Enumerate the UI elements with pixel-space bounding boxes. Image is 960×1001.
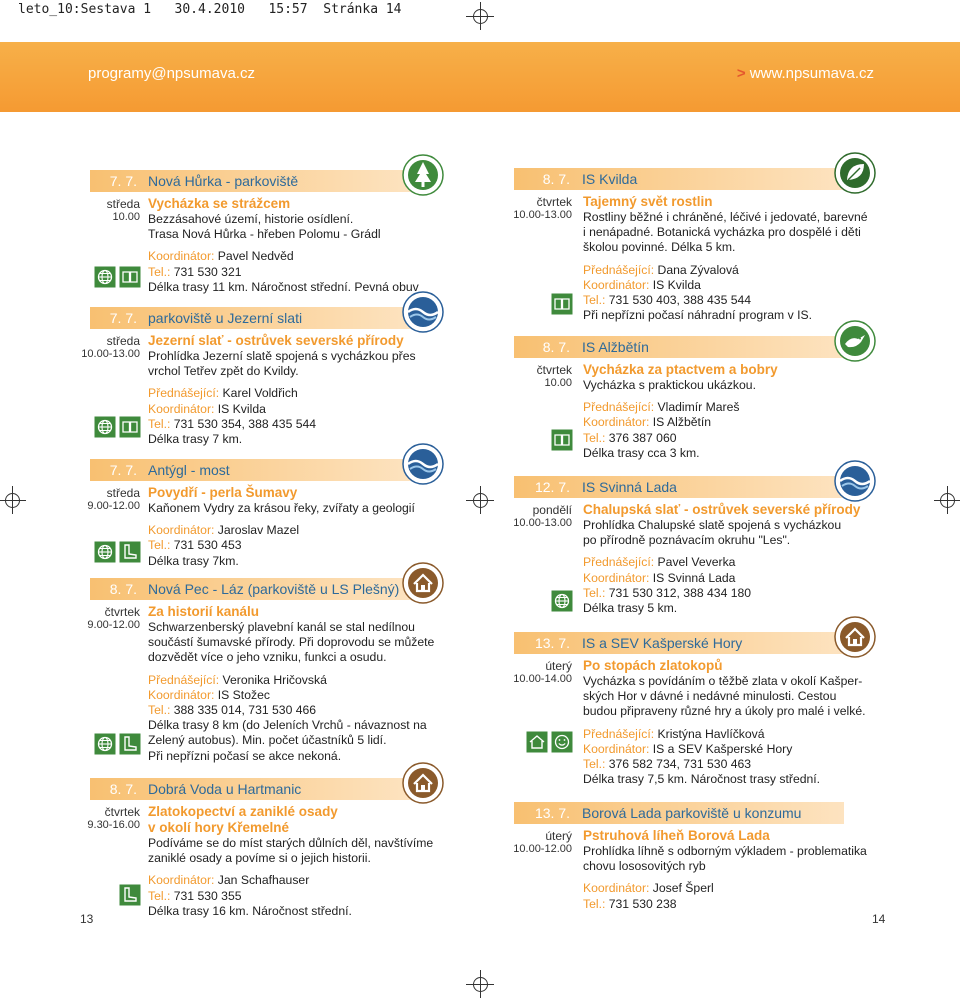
event-description: Vycházka s praktickou ukázkou. xyxy=(583,378,756,392)
event-icons xyxy=(119,884,141,906)
event-title: Tajemný svět rostlin xyxy=(583,194,713,209)
event-time: 9.00-12.00 xyxy=(87,500,140,512)
contact-value: Jan Schafhauser xyxy=(217,873,310,888)
event-day: úterý xyxy=(545,659,572,673)
event-description: chovu lososovitých ryb xyxy=(583,859,706,874)
event-day: čtvrtek xyxy=(104,805,140,819)
boot-icon xyxy=(119,541,141,563)
event-header-bar xyxy=(514,476,844,498)
event-place: IS a SEV Kašperské Hory xyxy=(582,635,743,651)
event-body xyxy=(583,194,868,323)
phone-value: 388 335 014, 731 530 466 xyxy=(170,703,317,718)
contact-value: Kristýna Havlíčková xyxy=(657,726,765,741)
phone-label: Tel.: xyxy=(148,888,171,903)
event-detail: Délka trasy 7km. xyxy=(148,553,239,568)
event-icons xyxy=(551,590,573,612)
event-time: 10.00 xyxy=(112,211,140,223)
website-link[interactable] xyxy=(737,65,874,82)
event-description: po přírodně poznávacím okruhu "Les". xyxy=(583,533,791,548)
event-header-bar xyxy=(514,802,844,824)
event-time: 10.00 xyxy=(544,377,572,389)
contact-label: Přednášející: xyxy=(583,262,658,277)
event-description: Schwarzenberský plavební kanál se stal nedílnou xyxy=(148,620,415,634)
event-body xyxy=(148,804,433,919)
phone-label: Tel.: xyxy=(148,416,171,431)
phone-value: 731 530 355 xyxy=(170,888,242,903)
event-description: Prohlídka Chalupské slatě spojená s vycházkou xyxy=(583,518,842,532)
event-day-time xyxy=(502,504,572,530)
contact-label: Koordinátor: xyxy=(148,687,218,702)
contact-label: Přednášející: xyxy=(148,672,223,687)
print-slug: leto_10:Sestava 1 30.4.2010 15:57 Stránka 14 xyxy=(18,2,402,17)
event-day: čtvrtek xyxy=(104,605,140,619)
event-title: Jezerní slať - ostrůvek severské přírody xyxy=(148,333,404,348)
event-title: Za historií kanálu xyxy=(148,604,260,619)
event-contact xyxy=(583,263,868,278)
contact-value: IS Svinná Lada xyxy=(652,570,736,585)
contact-label: Koordinátor: xyxy=(583,881,653,896)
event-date: 13. 7. xyxy=(534,635,570,651)
registration-mark-right xyxy=(934,486,960,514)
phone-value: 376 387 060 xyxy=(605,430,677,445)
contact-value: Jaroslav Mazel xyxy=(217,523,300,538)
event-contact xyxy=(583,742,866,757)
event-contact xyxy=(583,727,866,742)
event-day-time xyxy=(60,487,140,513)
phone-label: Tel.: xyxy=(148,264,171,279)
house-badge-icon xyxy=(402,762,444,808)
event-description: ských Hor v dávné i nedávné minulosti. Cestou xyxy=(583,689,837,704)
house-badge-icon xyxy=(402,562,444,608)
house-icon xyxy=(526,731,548,753)
event-date: 8. 7. xyxy=(542,171,570,187)
event-detail: Zelený autobus). Min. počet účastníků 5 lidí. xyxy=(148,733,387,748)
event-place: Nová Pec - Láz (parkoviště u LS Plešný) xyxy=(148,581,400,597)
event-description: školou povinné. Délka 5 km. xyxy=(583,240,736,255)
event-icons xyxy=(94,416,141,438)
arrow-icon: > xyxy=(736,65,746,82)
book-icon xyxy=(119,266,141,288)
event-title: Povydří - perla Šumavy xyxy=(148,485,298,500)
globe-icon xyxy=(94,541,116,563)
tree-badge-icon xyxy=(402,154,444,200)
phone-label: Tel.: xyxy=(583,430,606,445)
phone-value: 731 530 453 xyxy=(170,538,242,553)
event-header-bar xyxy=(90,459,412,481)
event-icons xyxy=(551,429,573,451)
event-date: 8. 7. xyxy=(109,581,137,597)
event-description: Vycházka s povídáním o těžbě zlata v okolí Kašper- xyxy=(583,674,863,688)
event-description: Rostliny běžné i chráněné, léčivé i jedovaté, barevné xyxy=(583,210,868,224)
event-day: čtvrtek xyxy=(536,195,572,209)
event-contact xyxy=(148,249,419,264)
event-header-bar xyxy=(514,168,844,190)
bird-badge-icon xyxy=(834,320,876,366)
event-description: Prohlídka Jezerní slatě spojená s vycházkou přes xyxy=(148,349,416,363)
water-badge-icon xyxy=(834,460,876,506)
event-phone xyxy=(148,703,434,718)
page-number-left: 13 xyxy=(80,912,94,926)
event-header-bar xyxy=(90,170,412,192)
contact-label: Koordinátor: xyxy=(148,249,218,264)
phone-label: Tel.: xyxy=(148,703,171,718)
event-day-time xyxy=(60,806,140,832)
event-description: Podíváme se do míst starých důlních děl, navštívíme xyxy=(148,836,434,850)
water-badge-icon xyxy=(402,291,444,337)
globe-icon xyxy=(94,266,116,288)
website-text: www.npsumava.cz xyxy=(749,65,874,82)
phone-label: Tel.: xyxy=(583,896,606,911)
phone-label: Tel.: xyxy=(583,757,606,772)
event-day-time xyxy=(502,830,572,856)
spacer xyxy=(148,666,434,673)
contact-label: Přednášející: xyxy=(148,386,223,401)
event-contact xyxy=(583,400,778,415)
phone-value: 731 530 321 xyxy=(170,264,242,279)
event-phone xyxy=(148,889,433,904)
contact-value: Vladimír Mareš xyxy=(657,400,740,415)
event-description: součástí šumavské přírody. Při doprovodu se můžete xyxy=(148,635,435,650)
registration-mark-top-center xyxy=(466,2,494,30)
globe-icon xyxy=(551,590,573,612)
event-description: i nenápadné. Botanická vycházka pro dospělé i děti xyxy=(583,225,861,240)
contact-value: Pavel Veverka xyxy=(657,555,736,570)
contact-label: Přednášející: xyxy=(583,400,658,415)
event-body xyxy=(583,828,867,912)
contact-value: IS Kvilda xyxy=(652,277,701,292)
event-day-time xyxy=(60,198,140,224)
event-day: čtvrtek xyxy=(536,363,572,377)
event-detail: Délka trasy 5 km. xyxy=(583,601,678,616)
phone-value: 376 582 734, 731 530 463 xyxy=(605,757,752,772)
event-description: Kaňonem Vydry za krásou řeky, zvířaty a geologií xyxy=(148,501,415,515)
house-badge-icon xyxy=(834,616,876,662)
contact-label: Koordinátor: xyxy=(148,401,218,416)
contact-label: Koordinátor: xyxy=(583,277,653,292)
event-title: Vycházka za ptactvem a bobry xyxy=(583,362,778,377)
event-place: IS Alžbětín xyxy=(582,339,649,355)
event-description: zaniklé osady a povíme si o jejich historii. xyxy=(148,851,371,866)
event-body xyxy=(148,196,419,295)
spacer xyxy=(583,720,866,727)
event-date: 12. 7. xyxy=(534,479,570,495)
event-body xyxy=(583,658,866,787)
event-contact xyxy=(148,386,416,401)
event-time: 10.00-14.00 xyxy=(513,673,572,685)
event-phone xyxy=(148,417,416,432)
event-icons xyxy=(94,733,141,755)
event-description: vrchol Tetřev zpět do Kvildy. xyxy=(148,364,299,379)
event-time: 10.00-13.00 xyxy=(513,517,572,529)
event-place: IS Svinná Lada xyxy=(582,479,677,495)
phone-label: Tel.: xyxy=(583,585,606,600)
contact-value: IS Kvilda xyxy=(217,401,266,416)
phone-value: 731 530 238 xyxy=(605,896,677,911)
header-band xyxy=(0,42,960,112)
boot-icon xyxy=(119,733,141,755)
event-contact xyxy=(148,673,434,688)
event-description: Bezzásahové území, historie osídlení. xyxy=(148,212,354,226)
event-phone xyxy=(148,265,419,280)
event-phone xyxy=(583,586,860,601)
event-detail: Délka trasy 11 km. Náročnost střední. Pevná obuv xyxy=(148,279,419,294)
spacer xyxy=(148,242,419,249)
contact-value: IS a SEV Kašperské Hory xyxy=(652,741,793,756)
book-icon xyxy=(551,429,573,451)
globe-icon xyxy=(94,733,116,755)
event-day: pondělí xyxy=(532,503,572,517)
event-time: 9.30-16.00 xyxy=(87,819,140,831)
event-day-time xyxy=(60,606,140,632)
event-title: Pstruhová líheň Borová Lada xyxy=(583,828,770,843)
contact-value: Dana Zývalová xyxy=(657,262,739,277)
contact-value: Veronika Hričovská xyxy=(222,672,327,687)
event-body xyxy=(148,604,434,764)
book-icon xyxy=(119,416,141,438)
event-title: Po stopách zlatokopů xyxy=(583,658,723,673)
event-description: Prohlídka líhně s odborným výkladem - problematika xyxy=(583,844,867,858)
phone-value: 731 530 403, 388 435 544 xyxy=(605,293,752,308)
event-time: 10.00-13.00 xyxy=(513,209,572,221)
spacer xyxy=(583,548,860,555)
event-title: Chalupská slať - ostrůvek severské přírody xyxy=(583,502,861,517)
registration-mark-center xyxy=(466,486,494,514)
event-contact xyxy=(583,415,778,430)
event-phone xyxy=(583,757,866,772)
event-contact xyxy=(583,555,860,570)
spacer xyxy=(583,393,778,400)
event-title: Vycházka se strážcem xyxy=(148,196,291,211)
event-contact xyxy=(148,873,433,888)
event-contact xyxy=(148,523,415,538)
event-detail: Při nepřízni počasí náhradní program v IS. xyxy=(583,308,812,323)
event-icons xyxy=(94,541,141,563)
event-time: 10.00-12.00 xyxy=(513,843,572,855)
smiley-icon xyxy=(551,731,573,753)
event-description: budou připraveny různé hry a úkoly pro malé i velké. xyxy=(583,704,866,719)
event-detail: Délka trasy 8 km (do Jeleních Vrchů - návaznost na xyxy=(148,718,427,733)
event-icons xyxy=(526,731,573,753)
event-header-bar xyxy=(90,307,412,329)
event-header-bar xyxy=(90,778,412,800)
event-icons xyxy=(551,293,573,315)
phone-value: 731 530 354, 388 435 544 xyxy=(170,416,317,431)
registration-mark-bottom-center xyxy=(466,970,494,998)
event-detail: Délka trasy 7 km. xyxy=(148,432,243,447)
phone-label: Tel.: xyxy=(583,293,606,308)
event-day-time xyxy=(502,364,572,390)
event-detail: Délka trasy 7,5 km. Náročnost trasy střední. xyxy=(583,772,821,787)
event-icons xyxy=(94,266,141,288)
spacer xyxy=(583,256,868,263)
contact-label: Přednášející: xyxy=(583,726,658,741)
spacer xyxy=(148,379,416,386)
event-body xyxy=(583,502,860,616)
contact-value: Pavel Nedvěd xyxy=(217,249,294,264)
contact-label: Koordinátor: xyxy=(583,741,653,756)
event-title: v okolí hory Křemelné xyxy=(148,820,290,835)
contact-label: Koordinátor: xyxy=(148,523,218,538)
event-phone xyxy=(583,897,867,912)
contact-value: Josef Šperl xyxy=(652,881,714,896)
event-contact xyxy=(148,688,434,703)
leaf-badge-icon xyxy=(834,152,876,198)
event-body xyxy=(148,333,416,447)
event-body xyxy=(583,362,778,461)
event-place: Antýgl - most xyxy=(148,462,230,478)
event-phone xyxy=(583,431,778,446)
event-contact xyxy=(583,881,867,896)
event-day: úterý xyxy=(545,829,572,843)
spacer xyxy=(148,516,415,523)
event-time: 10.00-13.00 xyxy=(81,348,140,360)
boot-icon xyxy=(119,884,141,906)
event-day-time xyxy=(502,196,572,222)
registration-mark-left xyxy=(0,486,26,514)
spacer xyxy=(148,866,433,873)
event-day: středa xyxy=(106,197,140,211)
page-number-right: 14 xyxy=(872,912,886,926)
contact-value: Karel Voldřich xyxy=(222,386,298,401)
event-place: IS Kvilda xyxy=(582,171,638,187)
email-link[interactable]: programy@npsumava.cz xyxy=(88,65,255,82)
event-day-time xyxy=(60,335,140,361)
event-contact xyxy=(148,402,416,417)
event-header-bar xyxy=(514,336,844,358)
event-time: 9.00-12.00 xyxy=(87,619,140,631)
event-day: středa xyxy=(106,486,140,500)
event-place: parkoviště u Jezerní slati xyxy=(148,310,303,326)
event-header-bar xyxy=(90,578,412,600)
event-place: Dobrá Voda u Hartmanic xyxy=(148,781,302,797)
phone-label: Tel.: xyxy=(148,538,171,553)
phone-value: 731 530 312, 388 434 180 xyxy=(605,585,752,600)
book-icon xyxy=(551,293,573,315)
contact-value: IS Stožec xyxy=(217,687,270,702)
event-place: Borová Lada parkoviště u konzumu xyxy=(582,805,802,821)
contact-label: Koordinátor: xyxy=(583,570,653,585)
event-contact xyxy=(583,571,860,586)
event-body xyxy=(148,485,415,569)
event-detail: Délka trasy cca 3 km. xyxy=(583,445,700,460)
event-date: 7. 7. xyxy=(109,310,137,326)
water-badge-icon xyxy=(402,443,444,489)
event-header-bar xyxy=(514,632,844,654)
contact-value: IS Alžbětín xyxy=(652,415,712,430)
event-date: 13. 7. xyxy=(534,805,570,821)
event-date: 7. 7. xyxy=(109,462,137,478)
event-detail: Při nepřízni počasí se akce nekoná. xyxy=(148,748,342,763)
event-place: Nová Hůrka - parkoviště xyxy=(148,173,299,189)
event-date: 8. 7. xyxy=(109,781,137,797)
event-date: 8. 7. xyxy=(542,339,570,355)
event-phone xyxy=(583,293,868,308)
contact-label: Přednášející: xyxy=(583,555,658,570)
event-title: Zlatokopectví a zaniklé osady xyxy=(148,804,338,819)
event-day: středa xyxy=(106,334,140,348)
event-description: Trasa Nová Hůrka - hřeben Polomu - Grádl xyxy=(148,227,381,242)
contact-label: Koordinátor: xyxy=(583,415,653,430)
globe-icon xyxy=(94,416,116,438)
event-contact xyxy=(583,278,868,293)
event-date: 7. 7. xyxy=(109,173,137,189)
event-description: dozvědět více o jeho vzniku, funkci a osudu. xyxy=(148,650,387,665)
event-day-time xyxy=(502,660,572,686)
event-detail: Délka trasy 16 km. Náročnost střední. xyxy=(148,903,352,918)
contact-label: Koordinátor: xyxy=(148,873,218,888)
event-phone xyxy=(148,538,415,553)
